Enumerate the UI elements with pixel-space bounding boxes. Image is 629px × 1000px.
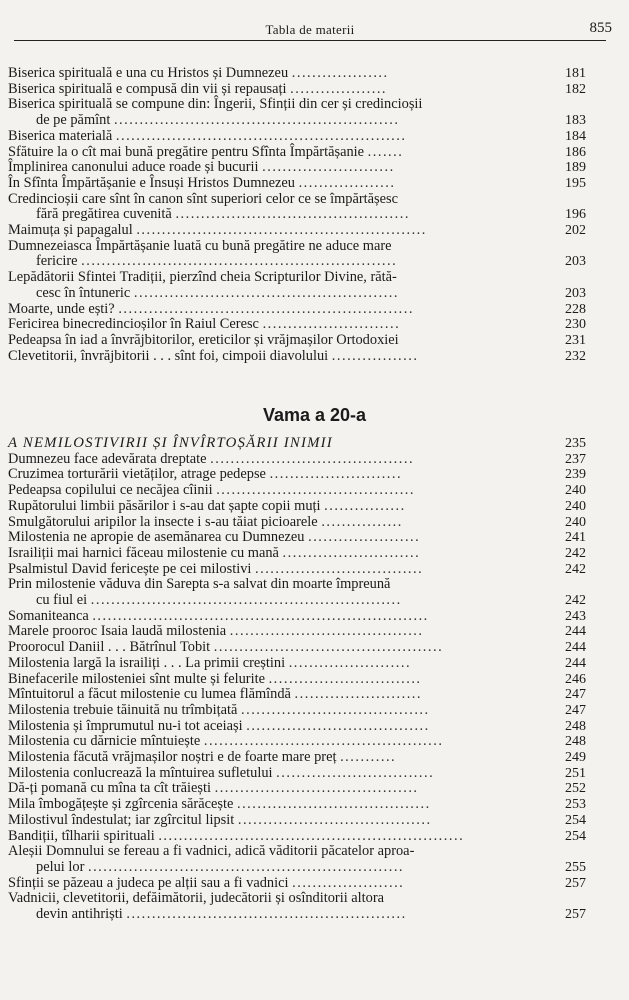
toc-entry-title: Milostenia făcută vrăjmașilor noștri e de foarte mare preț	[8, 749, 337, 766]
leader-dots: .................	[331, 347, 419, 364]
toc-entry-title: Biserica spirituală e compusă din vii și repausați	[8, 80, 287, 97]
toc-entry-title: Pedeapsa în iad a învrăjbitorilor, ereticilor și vrăjmașilor Ortodoxiei	[8, 331, 399, 348]
toc-entry-page: 244	[565, 655, 586, 671]
toc-entry-title: Aleșii Domnului se fereau a fi vadnici, adică văditorii păcatelor aproa-	[8, 843, 415, 860]
toc-entry-page: 251	[565, 765, 586, 781]
toc-entry	[8, 797, 586, 813]
toc-entry-page: 183	[565, 113, 586, 129]
toc-entry-page: 186	[565, 144, 586, 160]
toc-entry-title: Proorocul Daniil . . . Bătrînul Tobit	[8, 639, 211, 656]
toc-entry-continuation	[8, 907, 542, 923]
leader-dots: ..............................................................	[87, 858, 405, 875]
toc-entry-page: 232	[565, 348, 586, 364]
leader-dots: ......................	[292, 874, 405, 891]
toc-entry-title: Somaniteanca	[8, 607, 89, 624]
toc-entry-continuation	[8, 113, 542, 129]
toc-entry-title: Milostenia trebuie tăinuită nu trîmbițată	[8, 701, 238, 718]
toc-entry-page: 203	[565, 285, 586, 301]
toc-entry-page: 248	[565, 734, 586, 750]
leader-dots: ..............................	[268, 670, 422, 687]
toc-entry-page: 242	[565, 545, 586, 561]
toc-entry	[8, 97, 586, 128]
toc-entry-title: Maimuța și papagalul	[8, 222, 133, 239]
toc-entry-page: 240	[565, 514, 586, 530]
toc-entry-continuation-text: cesc în întuneric	[36, 284, 131, 301]
toc-entry-title: Sfătuire la o cît mai bună pregătire pentru Sfînta Împărtășanie	[8, 143, 365, 160]
toc-entry-page: 195	[565, 175, 586, 191]
toc-entry	[8, 145, 586, 161]
toc-entry-title: Vadnicii, clevetitorii, defăimătorii, judecătorii și osînditorii altora	[8, 890, 385, 907]
toc-entry	[8, 687, 586, 703]
toc-entry-page: 249	[565, 750, 586, 766]
toc-entry-title: Clevetitorii, învrăjbitorii . . . sînt foi, cimpoii diavolului	[8, 347, 329, 364]
section-title: Vama a 20-a	[262, 405, 367, 425]
running-title: Tabla de materii	[265, 22, 355, 37]
toc-entry-title: Rupătorului limbii păsărilor i s-au dat șapte copii muți	[8, 497, 321, 514]
toc-entry	[8, 302, 586, 318]
toc-entry-title: Marele prooroc Isaia laudă milostenia	[8, 623, 227, 640]
toc-entry-page: 240	[565, 483, 586, 499]
page-header	[14, 18, 612, 41]
leader-dots: .........................................................	[136, 222, 427, 239]
toc-entry-continuation-text: fără pregătirea cuvenită	[36, 206, 172, 223]
leader-dots: ......................	[308, 529, 421, 546]
leader-dots: ......................................	[229, 623, 424, 640]
toc-entry-page: 230	[565, 317, 586, 333]
toc-entry-page: 252	[565, 781, 586, 797]
toc-entry-continuation-text: devin antihriști	[36, 906, 123, 923]
leader-dots: ...................	[291, 65, 389, 81]
toc-entry-title: Pedeapsa copilului ce necăjea cîinii	[8, 482, 213, 499]
toc-entry	[8, 640, 586, 656]
toc-entry	[8, 609, 586, 625]
leader-dots: ..............................................................	[81, 253, 398, 270]
toc-entry-title: Milostenia cu dărnicie mîntuiește	[8, 733, 201, 750]
toc-entry-page: 181	[565, 66, 586, 81]
toc-entry-continuation-text: fericire	[36, 253, 78, 270]
leader-dots: ...........................	[262, 316, 401, 333]
toc-entry	[8, 703, 586, 719]
leader-dots: ....................................	[246, 717, 430, 734]
toc-entry-page: 228	[565, 301, 586, 317]
leader-dots: ........................................	[214, 780, 419, 797]
leader-dots: .......	[367, 143, 404, 160]
toc-entry-page: 237	[565, 451, 586, 467]
toc-entry	[8, 223, 586, 239]
toc-entry-page: 231	[565, 332, 586, 348]
toc-entry-page: 247	[565, 687, 586, 703]
toc-entry	[8, 546, 586, 562]
toc-entry-page: 202	[565, 223, 586, 239]
leader-dots: .......................................................	[126, 906, 407, 923]
leader-dots: ........................................	[210, 450, 415, 467]
toc-entry-title: Cruzimea torturării vietăților, atrage pedepse	[8, 466, 266, 483]
toc-entry	[8, 844, 586, 875]
toc-entry-page: 254	[565, 828, 586, 844]
leader-dots: ..........................	[262, 159, 395, 176]
toc-entry	[8, 656, 586, 672]
toc-entry	[8, 515, 586, 531]
toc-entry-page: 247	[565, 702, 586, 718]
toc-entry-page: 235	[565, 436, 586, 451]
toc-entry-page: 240	[565, 498, 586, 514]
toc-entry-page: 239	[565, 467, 586, 483]
toc-entry-title: Milostenia ne apropie de asemănarea cu Dumnezeu	[8, 529, 305, 546]
toc-entry-title: Fericirea binecredincioșilor în Raiul Ceresc	[8, 316, 259, 333]
toc-entry-title: Smulgătorului aripilor la insecte i s-au tăiat picioarele	[8, 513, 318, 530]
toc-entry-title: Mîntuitorul a făcut milostenie cu lumea flămîndă	[8, 686, 291, 703]
toc-entry-title: Sfinții se păzeau a judeca pe alții sau a fi vadnici	[8, 874, 289, 891]
toc-entry-title: A NEMILOSTIVIRII ȘI ÎNVÎRTOȘĂRII INIMII	[8, 435, 333, 451]
toc-entry	[8, 719, 586, 735]
toc-entry-title: În Sfînta Împărtășanie e Însuși Hristos Dumnezeu	[8, 174, 295, 191]
leader-dots: ........................................................	[113, 112, 400, 129]
toc-entry-continuation	[8, 286, 542, 302]
toc-entry	[8, 436, 586, 452]
leader-dots: ..........................................................	[118, 300, 414, 317]
toc-entry	[8, 192, 586, 223]
toc-entry-title: Dumnezeu face adevărata dreptate	[8, 450, 207, 467]
toc-entry-page: 241	[565, 530, 586, 546]
toc-entry	[8, 452, 586, 468]
toc-entry-page: 242	[565, 561, 586, 577]
toc-entry-page: 254	[565, 812, 586, 828]
toc-entry-page: 189	[565, 160, 586, 176]
toc-entry	[8, 160, 586, 176]
toc-entry	[8, 781, 586, 797]
toc-entry-title: Dă-ți pomană cu mîna ta cît trăiești	[8, 780, 211, 797]
leader-dots: ......................................	[236, 796, 431, 813]
toc-entry-title: Binefacerile milosteniei sînt multe și felurite	[8, 670, 265, 687]
toc-entry-page: 203	[565, 254, 586, 270]
leader-dots: ................	[324, 497, 406, 514]
leader-dots: .....................................	[241, 701, 430, 718]
toc-entry	[8, 624, 586, 640]
toc-entry-continuation	[8, 860, 542, 876]
toc-entry-title: Dumnezeiasca Împărtășanie luată cu bună pregătire ne aduce mare	[8, 237, 392, 254]
toc-entry	[8, 672, 586, 688]
leader-dots: ...............................	[276, 764, 435, 781]
page-number: 855	[589, 20, 612, 36]
toc-entry-page: 196	[565, 207, 586, 223]
toc-entry-page: 244	[565, 640, 586, 656]
toc-entry-page: 257	[565, 907, 586, 923]
leader-dots: ..................................................................	[92, 607, 429, 624]
toc-entry-page: 182	[565, 81, 586, 97]
toc-entry	[8, 829, 586, 845]
toc-entry	[8, 483, 586, 499]
toc-entry-title: Împlinirea canonului aduce roade și bucurii	[8, 159, 259, 176]
leader-dots: ...................	[290, 80, 388, 97]
toc-entry	[8, 876, 586, 892]
toc-entry-title: Mila îmbogățește și zgîrcenia sărăcește	[8, 796, 234, 813]
leader-dots: ............................................................	[158, 827, 465, 844]
toc-entry-title: Milostivul îndestulat; iar zgîrcitul lipsit	[8, 811, 235, 828]
toc-entry-page: 246	[565, 671, 586, 687]
toc-entry	[8, 530, 586, 546]
toc-entry-title: Lepădătorii Sfintei Tradiții, pierzînd cheia Scripturilor Divine, rătă-	[8, 269, 397, 286]
toc-entry-page: 248	[565, 718, 586, 734]
toc-entry-continuation	[8, 207, 542, 223]
toc-entry-title: Biserica spirituală se compune din: Îngerii, Sfinții din cer și credincioșii	[8, 96, 423, 113]
leader-dots: ...................	[298, 174, 396, 191]
toc-entry-page: 255	[565, 859, 586, 875]
leader-dots: ..............................................	[175, 206, 410, 223]
toc-entry-title: Prin milostenie văduva din Sarepta s-a salvat din moarte împreună	[8, 576, 391, 593]
toc-entry	[8, 349, 586, 365]
toc-entry-page: 243	[565, 608, 586, 624]
toc-entry	[8, 66, 586, 82]
toc-entry-continuation	[8, 254, 542, 270]
leader-dots: .......................................	[216, 482, 415, 499]
leader-dots: ......................................	[237, 811, 432, 828]
toc-entry-page: 257	[565, 875, 586, 891]
toc-entry	[8, 750, 586, 766]
leader-dots: .................................	[255, 560, 424, 577]
toc-entry-title: Biserica materială	[8, 127, 113, 144]
leader-dots: ................	[321, 513, 403, 530]
toc-entry-title: Psalmistul David fericește pe cei milostivi	[8, 560, 252, 577]
toc-entry-title: Milostenia și împrumutul nu-i tot aceiași	[8, 717, 243, 734]
toc-entry	[8, 270, 586, 301]
toc-entry	[8, 176, 586, 192]
leader-dots: .............................................	[213, 639, 444, 656]
toc-entry	[8, 891, 586, 922]
toc-entry-continuation-text: cu fiul ei	[36, 592, 88, 609]
leader-dots: ....................................................	[133, 284, 399, 301]
toc-entry-page: 253	[565, 797, 586, 813]
toc-entry-continuation-text: de pe pămînt	[36, 112, 111, 129]
toc-entry	[8, 467, 586, 483]
toc-entry-title: Moarte, unde ești?	[8, 300, 115, 317]
toc-entry	[8, 813, 586, 829]
toc-entry	[8, 562, 586, 578]
leader-dots: .........................................................	[115, 127, 407, 144]
toc-entry	[8, 499, 586, 515]
toc-entry-title: Milostenia conlucrează la mîntuirea sufletului	[8, 764, 273, 781]
toc-entry	[8, 766, 586, 782]
toc-entry-title: Milostenia largă la israiliți . . . La primii creștini	[8, 654, 286, 671]
toc-entry-title: Bandiții, tîlharii spirituali	[8, 827, 155, 844]
toc-entry-continuation-text: pelui lor	[36, 858, 85, 875]
toc-entry-title: Israiliții mai harnici făceau milostenie cu mană	[8, 544, 279, 561]
toc-entry-page: 184	[565, 128, 586, 144]
toc-entry	[8, 333, 586, 349]
leader-dots: ...............................................	[203, 733, 444, 750]
toc-entry	[8, 577, 586, 608]
leader-dots: .............................................................	[90, 592, 402, 609]
toc-entry	[8, 129, 586, 145]
toc-entry-title: Credincioșii care sînt în canon sînt superiori celor ce se împărtășesc	[8, 190, 399, 207]
toc-section-1	[8, 66, 586, 364]
leader-dots: ..........................	[269, 466, 403, 483]
leader-dots: .........................	[294, 686, 422, 703]
toc-entry-title: Biserica spirituală e una cu Hristos și Dumnezeu	[8, 65, 289, 81]
toc-entry-page: 244	[565, 624, 586, 640]
toc-entry	[8, 239, 586, 270]
toc-entry	[8, 317, 586, 333]
leader-dots: ........................	[288, 654, 412, 671]
toc-section-2	[8, 436, 586, 923]
toc-entry-page: 242	[565, 593, 586, 609]
toc-entry-continuation	[8, 593, 542, 609]
toc-entry	[8, 734, 586, 750]
leader-dots: ...........................	[282, 544, 421, 561]
leader-dots: ...........	[340, 749, 397, 766]
